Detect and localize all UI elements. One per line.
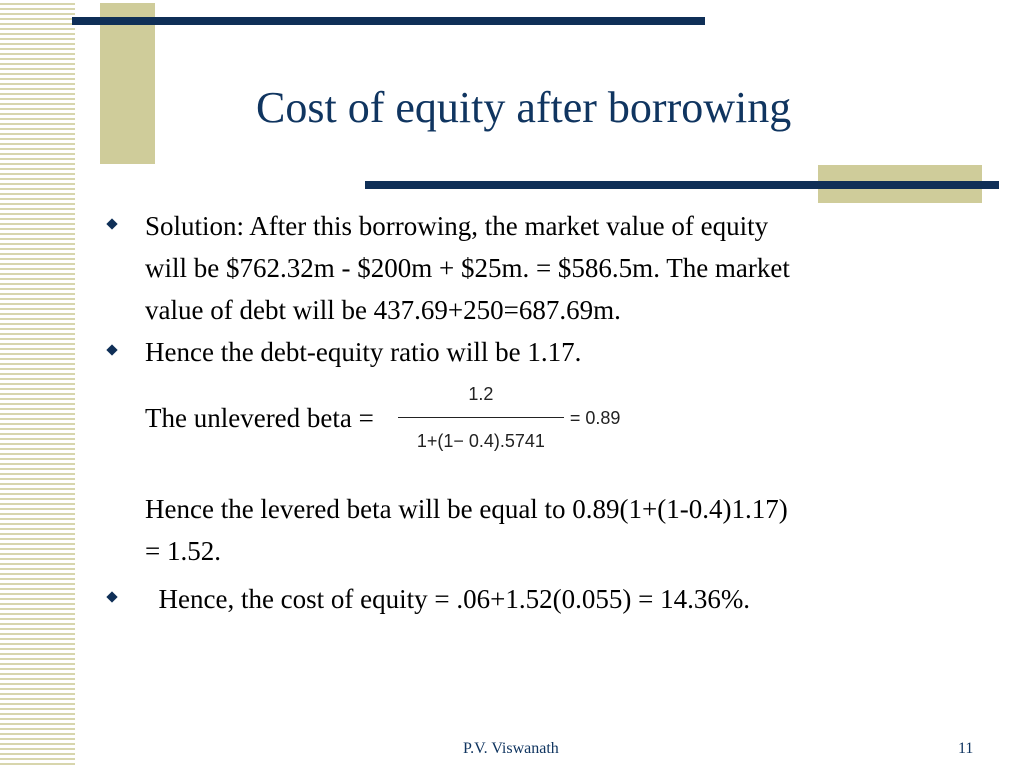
footer-author: P.V. Viswanath	[463, 740, 559, 757]
bullet-text-line: will be $762.32m - $200m + $25m. = $586.5m. The market	[145, 253, 790, 283]
spacer	[145, 462, 985, 488]
diamond-bullet-icon	[106, 591, 117, 602]
bullet-text-line: Solution: After this borrowing, the market value of equity	[145, 211, 769, 241]
bullet-text-line: value of debt will be 437.69+250=687.69m.	[145, 295, 621, 325]
bullet-text-line: Hence the debt-equity ratio will be 1.17.	[145, 337, 582, 367]
bullet-debt-equity	[105, 331, 985, 572]
bullet-cost-of-equity	[105, 578, 985, 620]
bottom-rule	[365, 181, 999, 189]
unlevered-beta-formula	[398, 373, 621, 462]
bullet-text-line: = 1.52.	[145, 536, 221, 566]
bullet-list	[105, 205, 985, 620]
bullet-text-line: Hence, the cost of equity = .06+1.52(0.055) = 14.36%.	[145, 584, 751, 614]
diamond-bullet-icon	[106, 218, 117, 229]
bullet-solution	[105, 205, 985, 331]
fraction	[398, 373, 564, 462]
formula-result: = 0.89	[569, 407, 621, 428]
top-rule	[72, 17, 705, 25]
fraction-denominator: 1+(1− 0.4).5741	[416, 431, 545, 451]
unlevered-beta-label: The unlevered beta =	[145, 402, 374, 433]
slide-title: Cost of equity after borrowing	[256, 83, 792, 132]
top-accent-block	[100, 3, 155, 164]
unlevered-beta-row	[145, 373, 985, 462]
diamond-bullet-icon	[106, 344, 117, 355]
bullet-text-line: Hence the levered beta will be equal to 0.89(1+(1-0.4)1.17)	[145, 494, 788, 524]
page-number: 11	[958, 740, 974, 757]
left-stripe-decoration	[0, 0, 75, 768]
fraction-numerator: 1.2	[468, 384, 494, 404]
